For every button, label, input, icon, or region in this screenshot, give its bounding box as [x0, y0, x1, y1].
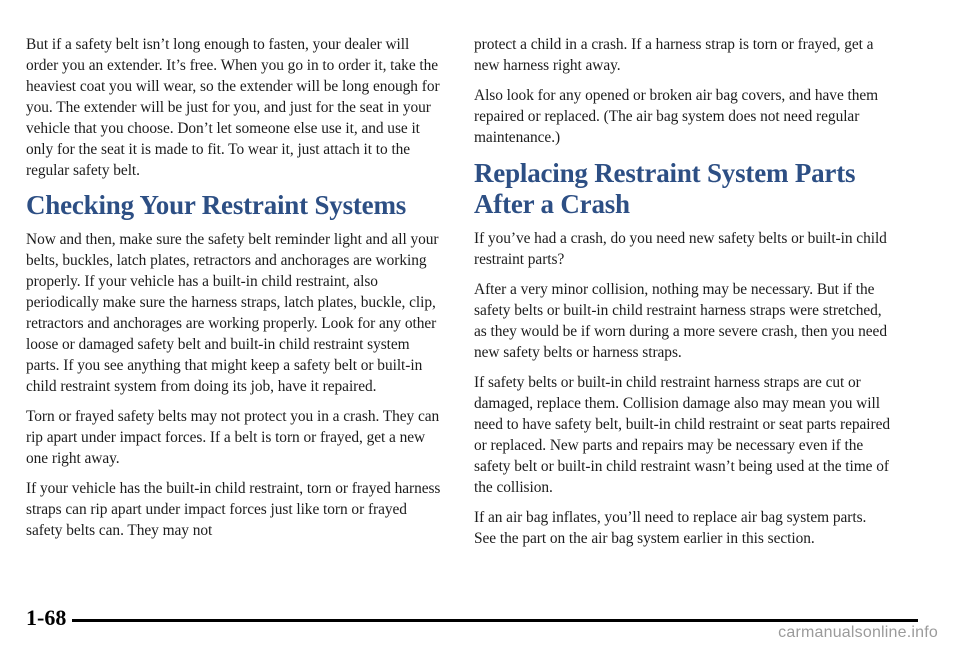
right-column	[474, 34, 892, 558]
checking-paragraph-2: Torn or frayed safety belts may not protect you in a crash. They can rip apart under impact forces. If a belt is torn or frayed, get a new one right away.	[26, 408, 440, 467]
left-column	[26, 34, 444, 550]
footer-rule	[72, 619, 918, 622]
replacing-paragraph-4: If an air bag inflates, you’ll need to replace air bag system parts. See the part on the air bag system earlier in this section.	[474, 509, 867, 547]
checking-restraint-heading: Checking Your Restraint Systems	[26, 190, 407, 220]
checking-paragraph-1: Now and then, make sure the safety belt reminder light and all your belts, buckles, latch plates, retractors and anchorages are working properly. If your vehicle has a built-in child restraint, also periodically make sure the harness straps, latch plates, buckle, clip, retractors and anchorages are working properly. Look for any other loose or damaged safety belt and built-in child restraint system parts. If you see anything that might keep a safety belt or built-in child restraint system from doing its job, have it repaired.	[26, 231, 439, 395]
replacing-paragraph-2: After a very minor collision, nothing may be necessary. But if the safety belts or built-in child restraint harness straps were stretched, as they would be if worn during a more severe crash, then you need new safety belts or harness straps.	[474, 281, 887, 361]
watermark: carmanualsonline.info	[778, 624, 938, 641]
page-number: 1-68	[26, 605, 67, 630]
extender-paragraph: But if a safety belt isn’t long enough to fasten, your dealer will order you an extender. It’s free. When you go in to order it, take the heaviest coat you will wear, so the extender will be long enough for you. The extender will be just for you, and just for the seat in your vehicle that you choose. Don’t let someone else use it, and use it only for the seat it is made to fit. To wear it, just attach it to the regular safety belt.	[26, 36, 440, 179]
replacing-parts-heading: Replacing Restraint System Parts After a Crash	[474, 158, 856, 219]
replacing-paragraph-1: If you’ve had a crash, do you need new safety belts or built-in child restraint parts?	[474, 230, 887, 268]
air-bag-covers-paragraph: Also look for any opened or broken air bag covers, and have them repaired or replaced. (The air bag system does not need regular maintenance.)	[474, 87, 879, 146]
replacing-paragraph-3: If safety belts or built-in child restraint harness straps are cut or damaged, replace them. Collision damage also may mean you will need to have safety belt, built-in child restraint or seat parts repaired or replaced. New parts and repairs may be necessary even if the safety belt or built-in child restraint wasn’t being used at the time of the collision.	[474, 374, 891, 496]
checking-paragraph-3: If your vehicle has the built-in child restraint, torn or frayed harness straps can rip apart under impact forces just like torn or frayed safety belts can. They may not	[26, 480, 441, 539]
harness-continuation-paragraph: protect a child in a crash. If a harness strap is torn or frayed, get a new harness right away.	[474, 36, 874, 74]
